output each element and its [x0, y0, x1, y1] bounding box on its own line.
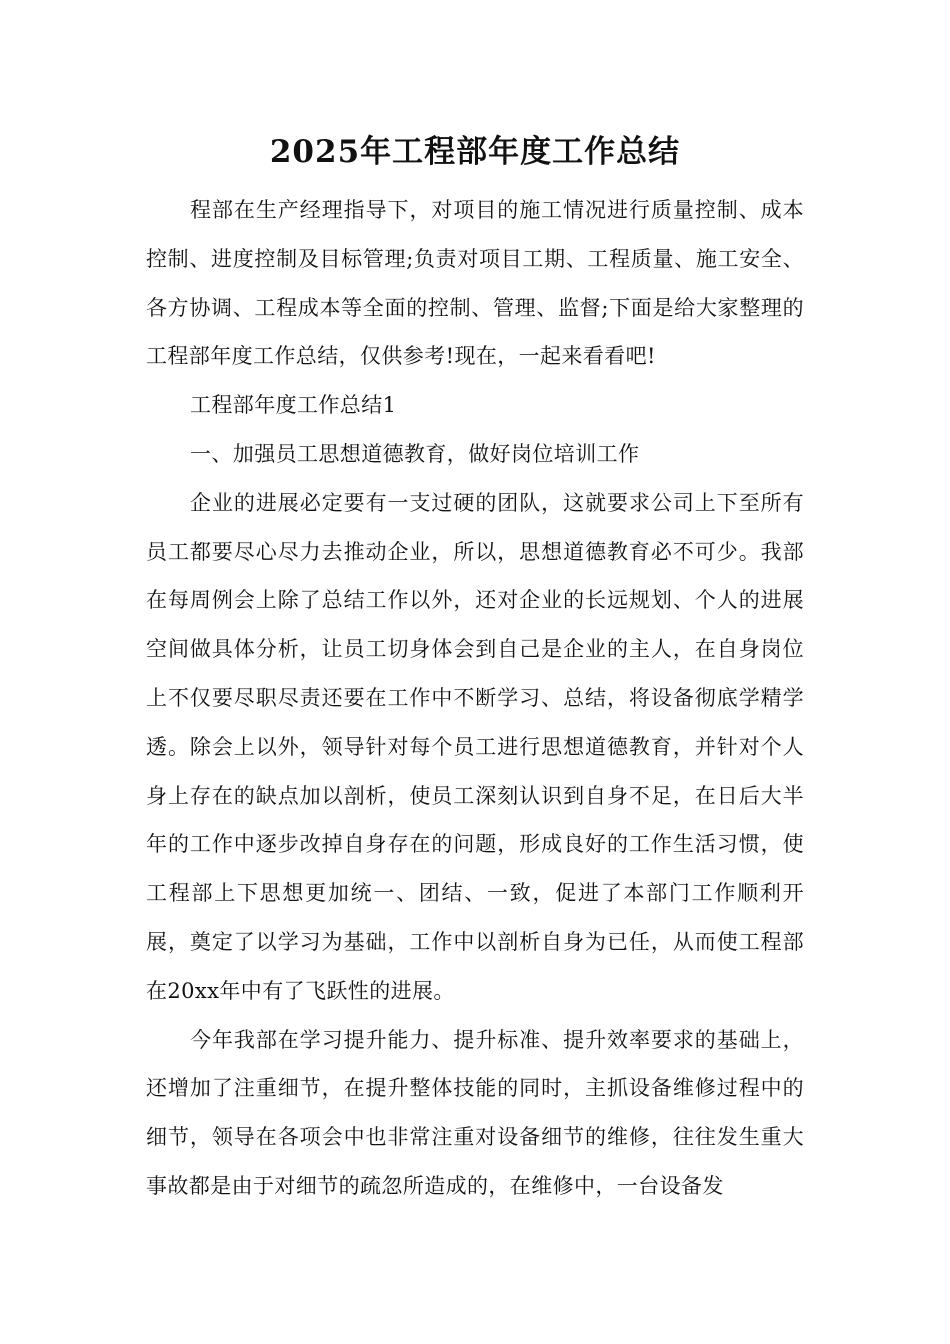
- intro-paragraph: 程部在生产经理指导下，对项目的施工情况进行质量控制、成本控制、进度控制及目标管理;负责对项目工期、工程质量、施工安全、各方协调、工程成本等全面的控制、管理、监督;下面是给大家整理的工程部年度工作总结，仅供参考!现在，一起来看看吧!: [146, 198, 804, 369]
- section-heading-1: 一、加强员工思想道德教育，做好岗位培训工作: [190, 441, 640, 466]
- document-title: 2025年工程部年度工作总结: [269, 134, 681, 170]
- body-paragraph-2: 今年我部在学习提升能力、提升标准、提升效率要求的基础上，还增加了注重细节，在提升整体技能的同时，主抓设备维修过程中的细节，领导在各项会中也非常注重对设备细节的维修，往往发生重大事故都是由于对细节的疏忽所造成的，在维修中，一台设备发: [146, 1027, 804, 1198]
- summary-subtitle: 工程部年度工作总结1: [190, 393, 397, 418]
- body-paragraph-1: 企业的进展必定要有一支过硬的团队，这就要求公司上下至所有员工都要尽心尽力去推动企业，所以，思想道德教育必不可少。我部在每周例会上除了总结工作以外，还对企业的长远规划、个人的进展空间做具体分析，让员工切身体会到自己是企业的主人，在自身岗位上不仅要尽职尽责还要在工作中不断学习、总结，将设备彻底学精学透。除会上以外，领导针对每个员工进行思想道德教育，并针对个人身上存在的缺点加以剖析，使员工深刻认识到自身不足，在日后大半年的工作中逐步改掉自身存在的问题，形成良好的工作生活习惯，使工程部上下思想更加统一、团结、一致，促进了本部门工作顺利开展，奠定了以学习为基础，工作中以剖析自身为已任，从而使工程部在20xx年中有了飞跃性的进展。: [146, 490, 804, 1003]
